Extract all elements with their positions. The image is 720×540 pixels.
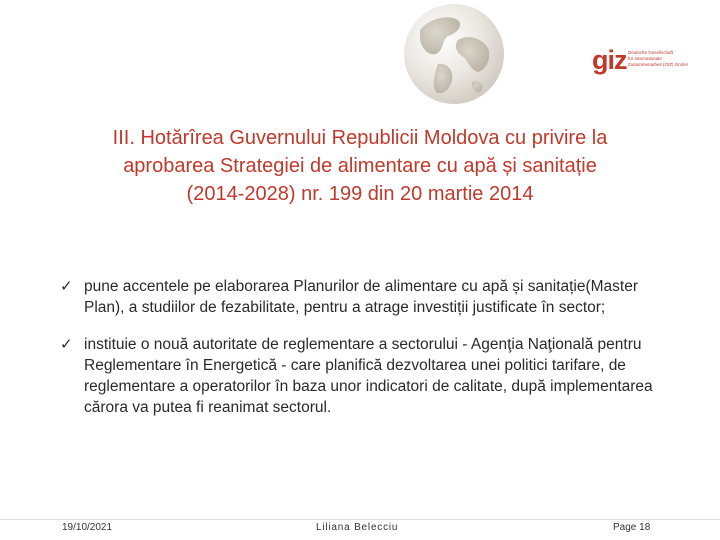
title-line: III. Hotărîrea Guvernului Republicii Moldova cu privire la [112,127,608,149]
logo-caption-line: für Internationale [628,56,662,61]
globe-icon [398,0,510,112]
title-line: aprobarea Strategiei de alimentare cu apă și sanitație [123,155,597,177]
bullet-text: instituie o nouă autoritate de reglementare a sectorului - Agenţia Naţională pentru Reglementare în Energetică - care planifică dezvoltarea unei politici tarifare, de reglementare a operatorilor în baza unor indicatori de calitate, după implementarea cărora va putea fi reanimat sectorul. [84,336,653,416]
title-line: (2014-2028) nr. 199 din 20 martie 2014 [186,183,534,205]
logo-caption [628,50,700,68]
list-item [60,276,660,318]
bullet-list [60,276,660,418]
footer-divider [0,519,720,520]
footer-page-number: Page 18 [613,522,651,533]
footer-author: Liliana Belecciu [316,522,399,533]
giz-logo [592,46,702,76]
logo-caption-line: Zusammenarbeit (GIZ) GmbH [628,62,688,67]
check-mark-icon: ✓ [60,278,73,295]
footer-date: 19/10/2021 [62,522,113,533]
slide-title [30,124,690,208]
check-mark-icon: ✓ [60,336,73,353]
list-item [60,334,660,418]
bullet-text: pune accentele pe elaborarea Planurilor de alimentare cu apă și sanitație(Master Plan), a studiilor de fezabilitate, pentru a atrage investiții justificate în sector; [84,278,639,316]
logo-mark: giz [592,45,627,75]
logo-caption-line: Deutsche Gesellschaft [628,50,674,55]
